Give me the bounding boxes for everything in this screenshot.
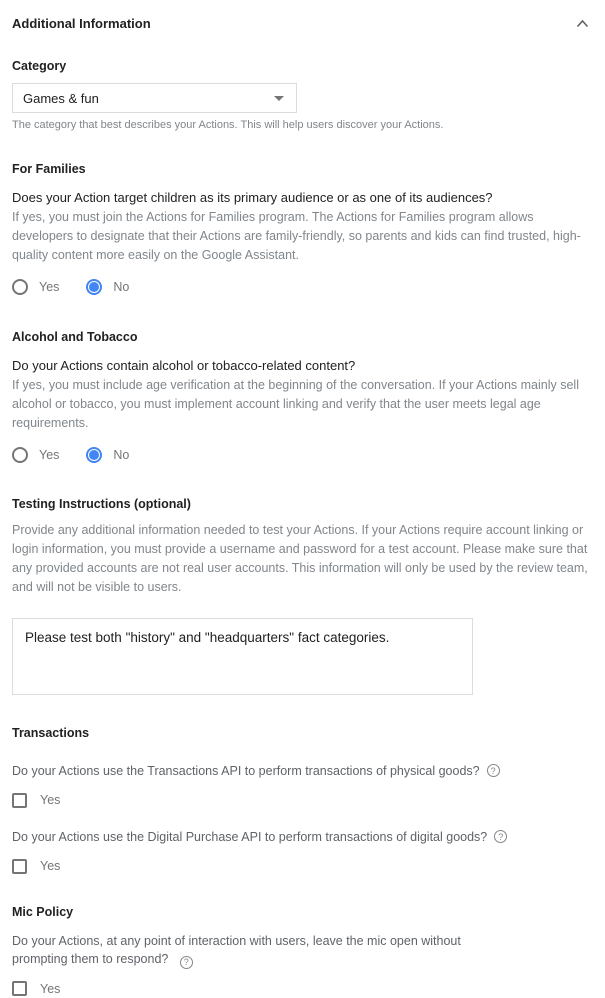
- panel-title: Additional Information: [12, 16, 151, 31]
- alcohol-tobacco-heading: Alcohol and Tobacco: [12, 330, 138, 344]
- radio-checked-icon[interactable]: [86, 447, 102, 463]
- category-label: Category: [12, 59, 67, 73]
- transactions-physical-question-row: [12, 763, 593, 780]
- for-families-question: Does your Action target children as its primary audience or as one of its audiences?: [12, 190, 493, 205]
- help-icon[interactable]: ?: [494, 830, 507, 843]
- mic-policy-checkbox-label: Yes: [40, 981, 61, 996]
- transactions-physical-checkbox-row: [12, 791, 593, 809]
- category-helper-text: The category that best describes your Actions. This will help users discover your Actions.: [12, 119, 444, 131]
- for-families-heading: For Families: [12, 162, 86, 176]
- mic-policy-question-row: [12, 932, 512, 969]
- alcohol-tobacco-helper-text: If yes, you must include age verification at the beginning of the conversation. If your Actions mainly sell alcohol or tobacco, you must implement account linking and verify that the user meets legal age requirements.: [12, 378, 579, 430]
- radio-checked-icon[interactable]: [86, 279, 102, 295]
- caret-down-icon: [274, 96, 284, 101]
- testing-instructions-helper-text: Provide any additional information needed to test your Actions. If your Actions require account linking or login information, you must provide a username and password for a test account. Please make sure that any provided accounts are not real user accounts. This information will only be used by the review team, and will not be visible to users.: [12, 523, 588, 594]
- transactions-digital-question-row: [12, 829, 593, 846]
- help-icon[interactable]: ?: [180, 956, 193, 969]
- testing-instructions-heading: Testing Instructions (optional): [12, 497, 191, 511]
- chevron-up-icon: [576, 19, 589, 28]
- help-icon[interactable]: ?: [487, 764, 500, 777]
- testing-instructions-input[interactable]: [12, 618, 473, 695]
- mic-policy-heading: Mic Policy: [12, 905, 74, 919]
- panel-header: [12, 0, 593, 32]
- radio-unchecked-icon[interactable]: [12, 279, 28, 295]
- mic-policy-checkbox-row: [12, 980, 593, 998]
- alcohol-tobacco-radio-group: [12, 445, 593, 465]
- transactions-physical-question: Do your Actions use the Transactions API to perform transactions of physical goods?: [12, 764, 480, 778]
- for-families-radio-group: [12, 277, 593, 297]
- collapse-section-button[interactable]: [572, 17, 593, 30]
- radio-no-label: No: [113, 280, 130, 294]
- checkbox-unchecked-icon[interactable]: [12, 859, 27, 874]
- transactions-digital-checkbox-row: [12, 857, 593, 875]
- alcohol-tobacco-radio-no[interactable]: [86, 447, 129, 463]
- radio-yes-label: Yes: [39, 448, 60, 462]
- radio-no-label: No: [113, 448, 130, 462]
- category-select[interactable]: [12, 83, 297, 113]
- for-families-radio-yes[interactable]: [12, 279, 59, 295]
- alcohol-tobacco-radio-yes[interactable]: [12, 447, 59, 463]
- checkbox-unchecked-icon[interactable]: [12, 793, 27, 808]
- transactions-digital-checkbox-label: Yes: [40, 859, 61, 873]
- alcohol-tobacco-question: Do your Actions contain alcohol or tobacco-related content?: [12, 358, 356, 373]
- transactions-digital-question: Do your Actions use the Digital Purchase API to perform transactions of digital goods?: [12, 830, 488, 844]
- checkbox-unchecked-icon[interactable]: [12, 981, 27, 996]
- radio-yes-label: Yes: [39, 280, 60, 294]
- for-families-helper-text: If yes, you must join the Actions for Families program. The Actions for Families program allows developers to designate that their Actions are family-friendly, so parents and kids can find trusted, high-quality content more easily on the Google Assistant.: [12, 210, 581, 262]
- transactions-physical-checkbox-label: Yes: [40, 793, 61, 807]
- radio-unchecked-icon[interactable]: [12, 447, 28, 463]
- mic-policy-question: Do your Actions, at any point of interaction with users, leave the mic open without prompting them to respond?: [12, 934, 461, 966]
- transactions-heading: Transactions: [12, 726, 90, 740]
- for-families-radio-no[interactable]: [86, 279, 129, 295]
- category-selected-value: Games & fun: [23, 90, 99, 106]
